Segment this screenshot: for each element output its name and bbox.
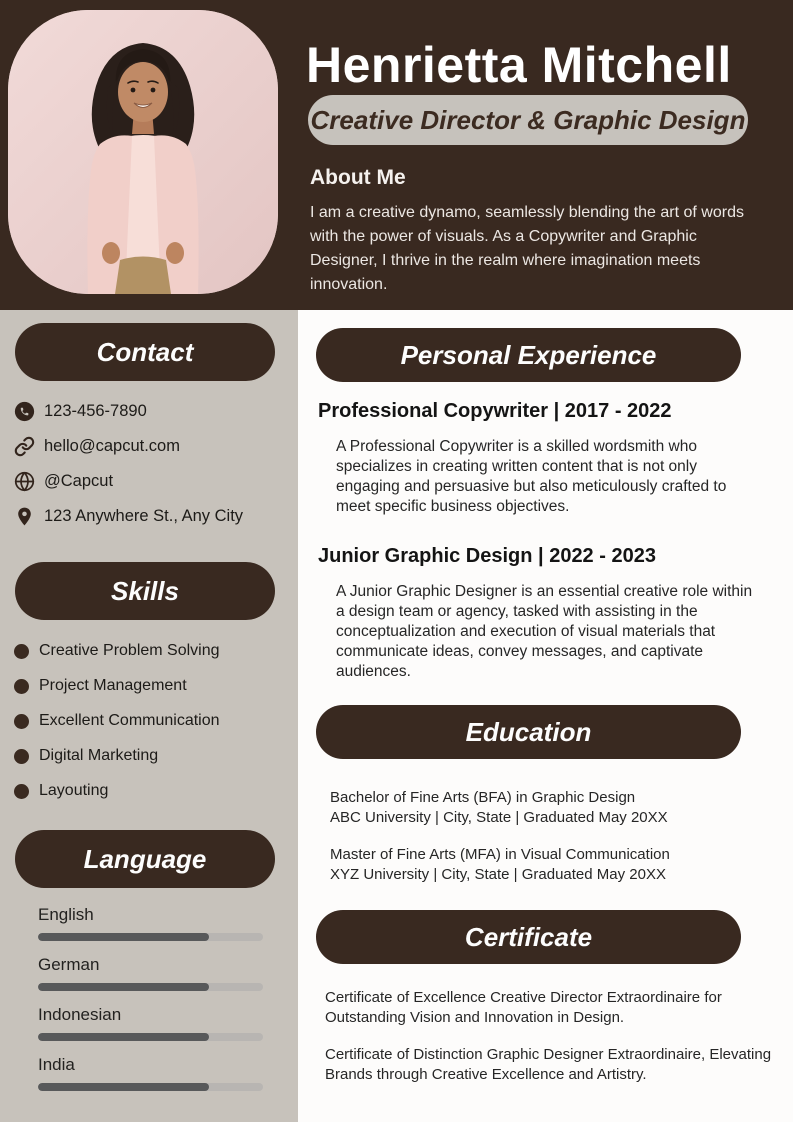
link-icon	[14, 436, 35, 457]
location-icon	[14, 506, 35, 527]
job-title-pill	[308, 95, 748, 145]
skill-item: Creative Problem Solving	[14, 641, 298, 661]
language-bar-fill	[38, 983, 209, 991]
language-list	[38, 905, 298, 1091]
bullet-icon	[14, 749, 29, 764]
education-entry	[330, 845, 770, 885]
degree: Bachelor of Fine Arts (BFA) in Graphic Design	[330, 789, 636, 806]
contact-list	[14, 401, 298, 526]
experience-entry-description: A Junior Graphic Designer is an essential creative role within a design team or agency, tasked with assisting in the conceptualization and execution of visual materials that communicate ideas, convey messages, and captivate audiences.	[336, 583, 753, 680]
job-title: Creative Director & Graphic Design	[310, 104, 746, 135]
education-heading: Education	[465, 716, 592, 747]
skills-list	[14, 641, 298, 801]
language-label: India	[38, 1055, 75, 1074]
language-section-header	[15, 830, 275, 888]
skill-item: Digital Marketing	[14, 746, 298, 766]
about-me-text: I am a creative dynamo, seamlessly blending the art of words with the power of visuals. As a Copywriter and Graphic Designer, I thrive in the realm where imagination meets innovation.	[310, 204, 744, 293]
main-content	[298, 310, 793, 1122]
language-bar	[38, 1083, 263, 1091]
language-item	[38, 1005, 298, 1041]
experience-entry-title: Junior Graphic Design | 2022 - 2023	[318, 545, 656, 567]
phone-number: 123-456-7890	[44, 401, 147, 420]
email-address: hello@capcut.com	[44, 436, 180, 455]
street-address: 123 Anywhere St., Any City	[44, 506, 244, 525]
person-name: Henrietta Mitchell	[306, 37, 732, 93]
degree: Master of Fine Arts (MFA) in Visual Communication	[330, 846, 670, 863]
contact-section-header	[15, 323, 275, 381]
contact-item-website	[14, 471, 298, 491]
certificate-entry: Certificate of Distinction Graphic Designer Extraordinaire, Elevating Brands through Creative Excellence and Artistry.	[325, 1046, 772, 1083]
education-section-header	[316, 705, 741, 759]
experience-heading: Personal Experience	[400, 339, 657, 370]
skills-heading: Skills	[111, 575, 179, 606]
language-label: German	[38, 955, 100, 974]
skill-item: Layouting	[14, 781, 298, 801]
education-entry	[330, 788, 770, 828]
bullet-icon	[14, 644, 29, 659]
language-item	[38, 1055, 298, 1091]
experience-entry-title: Professional Copywriter | 2017 - 2022	[318, 400, 672, 422]
skills-section-header	[15, 562, 275, 620]
phone-icon	[14, 401, 35, 422]
bullet-icon	[14, 714, 29, 729]
skill-item: Excellent Communication	[14, 711, 298, 731]
school: XYZ University | City, State | Graduated May 20XX	[330, 866, 666, 883]
bullet-icon	[14, 679, 29, 694]
social-handle: @Capcut	[44, 471, 114, 490]
sidebar	[0, 310, 298, 1122]
globe-icon	[14, 471, 35, 492]
contact-heading: Contact	[96, 336, 194, 367]
language-bar-fill	[38, 1033, 209, 1041]
language-heading: Language	[83, 843, 207, 874]
language-bar	[38, 983, 263, 991]
contact-item-address	[14, 506, 298, 526]
contact-item-email	[14, 436, 298, 456]
experience-entry-description: A Professional Copywriter is a skilled wordsmith who specializes in creating written content that is not only engaging and persuasive but also meticulously crafted to meet specific business objectives.	[336, 438, 727, 515]
about-me-heading: About Me	[310, 166, 406, 189]
language-label: Indonesian	[38, 1005, 122, 1024]
certificate-heading: Certificate	[464, 921, 593, 952]
language-item	[38, 905, 298, 941]
language-label: English	[38, 905, 94, 924]
contact-item-phone	[14, 401, 298, 421]
experience-section-header	[316, 328, 741, 382]
bullet-icon	[14, 784, 29, 799]
certificate-entry: Certificate of Excellence Creative Director Extraordinaire for Outstanding Vision and Innovation in Design.	[325, 989, 722, 1026]
language-bar	[38, 933, 263, 941]
profile-photo	[8, 10, 278, 294]
language-bar-fill	[38, 1083, 209, 1091]
language-bar	[38, 1033, 263, 1041]
skill-item: Project Management	[14, 676, 298, 696]
certificate-section-header	[316, 910, 741, 964]
language-bar-fill	[38, 933, 209, 941]
school: ABC University | City, State | Graduated May 20XX	[330, 809, 668, 826]
header	[0, 0, 793, 310]
language-item	[38, 955, 298, 991]
portrait-illustration	[8, 10, 278, 294]
